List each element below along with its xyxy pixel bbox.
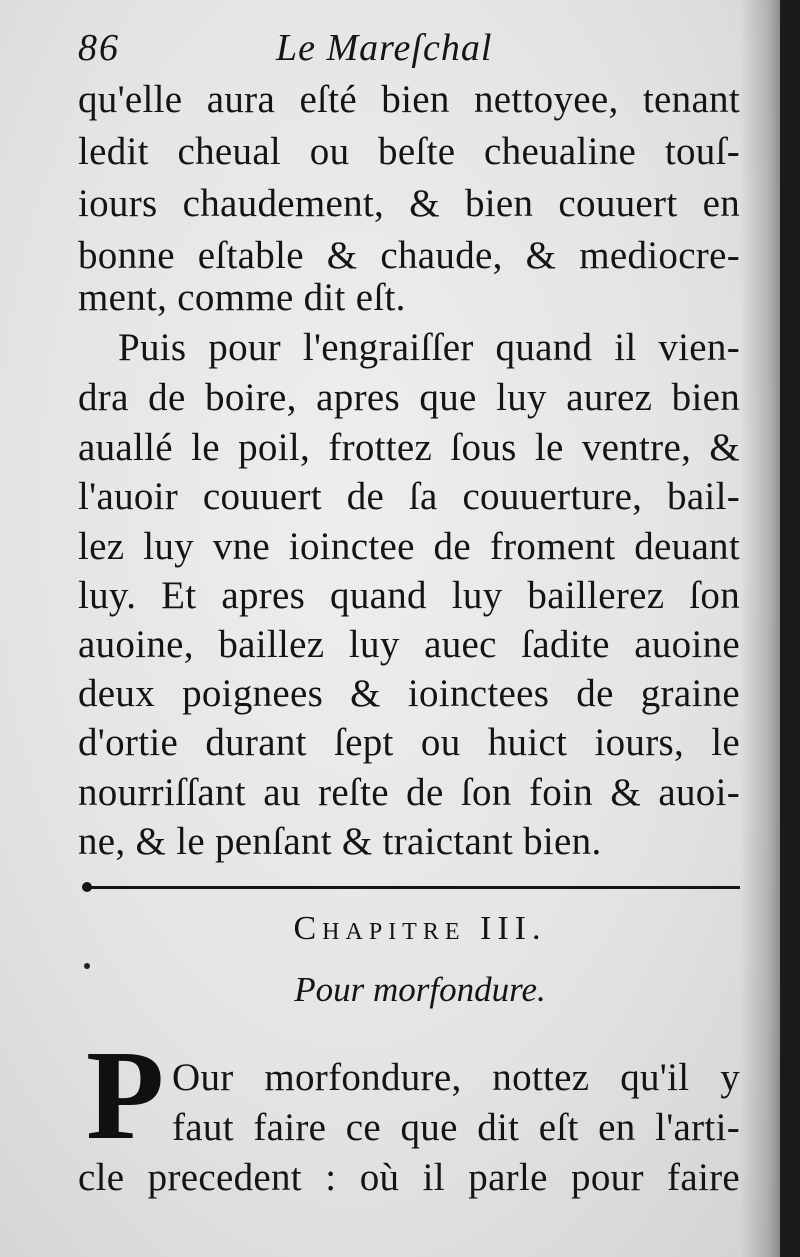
text-line: cle precedent : où il parle pour faire — [78, 1156, 740, 1199]
text-line: auoine, baillez luy auec ſadite auoine — [78, 623, 740, 666]
text-line: qu'elle aura eſté bien nettoyee, tenant — [78, 78, 740, 121]
drop-cap: P — [86, 1024, 165, 1166]
page-edge-shadow — [740, 0, 780, 1257]
text-line: ledit cheual ou beſte cheualine touſ- — [78, 130, 740, 173]
text-line: Puis pour l'engraiſſer quand il vien- — [118, 326, 740, 369]
chapter-heading: Chapitre III. — [293, 910, 547, 947]
running-head: Le Mareſchal — [276, 27, 493, 69]
text-line: ment, comme dit eſt. — [78, 276, 406, 319]
text-line: deux poignees & ioinctees de graine — [78, 672, 740, 715]
text-line: lez luy vne ioinctee de froment deuant — [78, 525, 740, 568]
text-line: ne, & le penſant & traictant bien. — [78, 820, 602, 863]
page-number: 86 — [78, 27, 120, 69]
text-line: d'ortie durant ſept ou huict iours, le — [78, 721, 740, 764]
horizontal-rule — [86, 886, 740, 889]
text-line: faut faire ce que dit eſt en l'arti- — [172, 1106, 740, 1149]
text-line: dra de boire, apres que luy aurez bien — [78, 376, 740, 419]
ink-dot — [84, 963, 90, 969]
text-line: Our morfondure, nottez qu'il y — [172, 1056, 740, 1099]
text-line: auallé le poil, frottez ſous le ventre, & — [78, 426, 740, 469]
chapter-title: Pour morfondure. — [294, 970, 546, 1009]
text-line: l'auoir couuert de ſa couuerture, bail- — [78, 475, 740, 518]
page-header — [78, 26, 738, 76]
text-line: nourriſſant au reſte de ſon foin & auoi- — [78, 771, 740, 814]
text-line: luy. Et apres quand luy baillerez ſon — [78, 574, 740, 617]
text-line: iours chaudement, & bien couuert en — [78, 182, 740, 225]
text-line: bonne eſtable & chaude, & mediocre- — [78, 234, 740, 277]
